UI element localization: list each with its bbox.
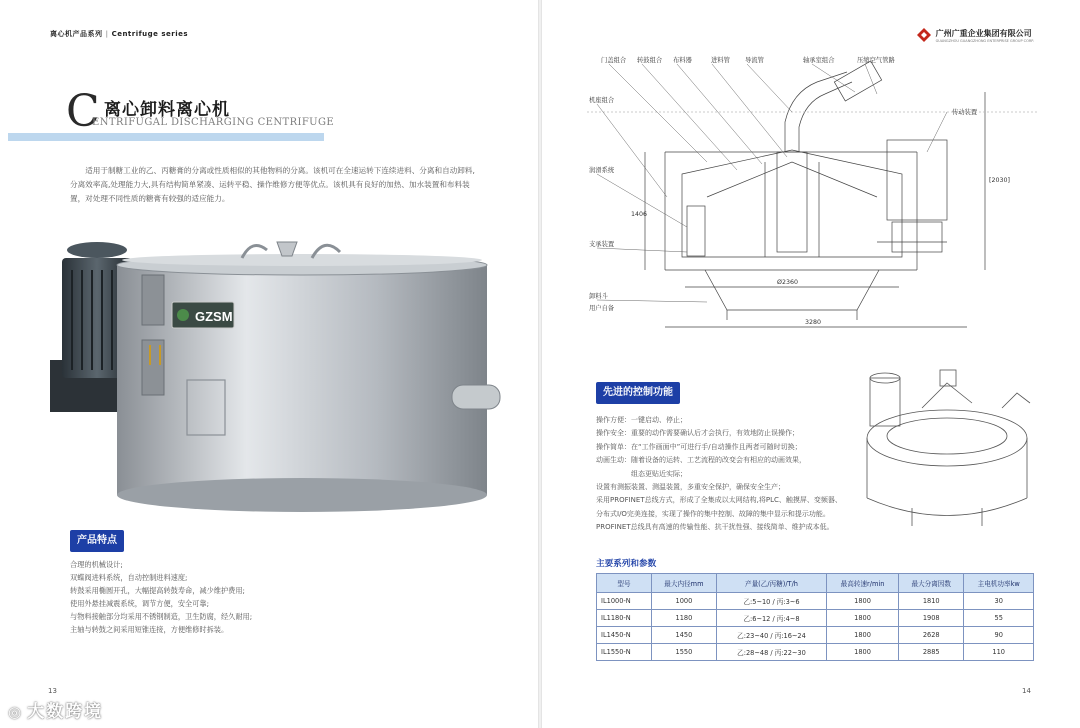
title-underline-bar [8, 133, 324, 141]
drawing-label: 进料管 [711, 57, 730, 64]
table-header: 产量(乙/丙糖)/T/h [716, 574, 826, 593]
series-separator: | [105, 30, 109, 38]
company-logo-icon [916, 27, 932, 43]
drawing-label: 卸料斗 [589, 293, 608, 300]
table-cell: 1550 [651, 644, 716, 661]
company-logo [916, 27, 1034, 43]
feature-item: 转鼓采用椭圆开孔，大幅提高转鼓寿命，减少维护费用; [70, 586, 245, 595]
table-cell: 乙:23~40 / 丙:16~24 [716, 627, 826, 644]
control-item: 组态更贴近实际； [596, 469, 687, 478]
drawing-label: 压缩空气管路 [857, 57, 895, 64]
technical-drawing [587, 52, 1037, 342]
company-name-cn: 广州广重企业集团有限公司 [935, 28, 1032, 38]
control-item: 动画生动：随着设备的运转、工艺流程的改变会有相应的动画效果， [596, 456, 806, 465]
page-title: 离心卸料离心机 [104, 100, 230, 120]
table-cell: IL1550-N [597, 644, 652, 661]
table-row [597, 644, 1034, 661]
feature-item: 与物料接触部分均采用不锈钢制造，卫生防腐，经久耐用; [70, 612, 253, 621]
control-title: 先进的控制功能 [596, 382, 680, 404]
left-page [0, 0, 538, 728]
dimension-label: Ø2360 [777, 279, 798, 286]
table-header: 主电机功率kw [964, 574, 1034, 593]
table-cell: 2885 [899, 644, 964, 661]
drum-bottom [117, 478, 487, 512]
drawing-label: 导流管 [745, 57, 764, 64]
table-cell: 1800 [827, 644, 899, 661]
control-item: 操作安全：重要的动作需要确认后才会执行，有效地防止误操作； [596, 429, 799, 438]
drawing-label: 润滑系统 [589, 167, 615, 174]
centrifuge-drum [117, 265, 487, 495]
table-cell: 1800 [827, 610, 899, 627]
drum-lid [122, 254, 482, 266]
dimension-label: 3280 [805, 319, 822, 326]
centrifuge-photo [32, 230, 510, 520]
watermark [8, 697, 103, 722]
watermark-logo-icon: ◎ [8, 703, 24, 721]
table-cell: 乙:28~48 / 丙:22~30 [716, 644, 826, 661]
drawing-label: 门盖组合 [601, 57, 627, 64]
control-item: PROFINET总线具有高速的传输性能、抗干扰性强、接线简单、维护成本低。 [596, 523, 834, 532]
series-en: Centrifuge series [111, 30, 189, 38]
motor-cap [67, 242, 127, 258]
table-cell: 乙:5~10 / 丙:3~6 [716, 593, 826, 610]
table-header: 最高转速r/min [827, 574, 899, 593]
params-title: 主要系列和参数 [596, 559, 657, 569]
control-item: 设置有测振装置、测温装置，多重安全保护，确保安全生产； [596, 483, 785, 492]
drawing-label: 支承装置 [589, 241, 615, 248]
control-item: 采用PROFINET总线方式，形成了全集成以太网结构,将PLC、触摸屏、变频器、 [596, 496, 842, 505]
feature-item: 合理的机械设计; [70, 560, 123, 569]
page-subtitle-en: ENTRIFUGAL DISCHARGING CENTRIFUGE [92, 117, 335, 128]
drawing-label: 轴承室组合 [803, 57, 835, 64]
table-row [597, 627, 1034, 644]
title-initial-letter: C [66, 86, 100, 137]
intro-text: 适用于制糖工业的乙、丙糖膏的分离或性质相似的其他物料的分离。该机可在全速运转下连续进料、分离和自动卸料,分离效率高,处理能力大,具有结构简单紧凑、运转平稳、操作维修方便等优点。该机具有良好的加热、加水装置和布料装置，对处理不同性质的糖膏有较强的适应能力。 [70, 166, 475, 203]
page-number-left: 13 [48, 687, 57, 695]
control-item: 分布式I/O完美连接，实现了操作的集中控制、故障的集中显示和提示功能。 [596, 509, 830, 518]
control-features-list [596, 414, 876, 535]
table-cell: 1800 [827, 627, 899, 644]
drawing-label: 布料器 [673, 57, 692, 64]
table-row [597, 610, 1034, 627]
control-item: 操作简单：在“工作画面中”可进行手/自动操作且两者可随时切换； [596, 442, 802, 451]
intro-paragraph [70, 164, 478, 206]
table-header: 型号 [597, 574, 652, 593]
table-cell: 55 [964, 610, 1034, 627]
table-header: 最大分离因数 [899, 574, 964, 593]
brand-logo-icon [177, 309, 189, 321]
table-cell: IL1000-N [597, 593, 652, 610]
table-cell: 1800 [827, 593, 899, 610]
isometric-drawing [852, 348, 1042, 526]
drawing-label: 转鼓组合 [637, 57, 663, 64]
brand-plate-text: GZSM [195, 309, 233, 324]
feature-item: 主轴与转鼓之间采用短锥连接，方便维修时拆装。 [70, 625, 229, 634]
params-table [596, 573, 1034, 661]
series-header [50, 29, 188, 39]
features-list [70, 558, 410, 636]
dimension-label: [2030] [989, 177, 1010, 184]
feature-item: 双蝶阀进料系统，自动控制进料速度; [70, 573, 188, 582]
page-number-right: 14 [1022, 687, 1031, 695]
watermark-text: 大数跨境 [27, 702, 104, 722]
drawing-label: 机座组合 [589, 97, 615, 104]
drawing-label: 用户自备 [589, 305, 615, 312]
table-cell: 1450 [651, 627, 716, 644]
series-cn: 离心机产品系列 [50, 30, 103, 38]
table-cell: 90 [964, 627, 1034, 644]
table-header-row [597, 574, 1034, 593]
table-row [597, 593, 1034, 610]
feed-hopper [277, 242, 297, 256]
features-title: 产品特点 [70, 530, 124, 552]
right-page [542, 0, 1080, 728]
table-cell: 1810 [899, 593, 964, 610]
table-cell: 110 [964, 644, 1034, 661]
table-cell: 乙:6~12 / 丙:4~8 [716, 610, 826, 627]
table-cell: 1180 [651, 610, 716, 627]
table-cell: IL1450-N [597, 627, 652, 644]
table-header: 最大内径mm [651, 574, 716, 593]
table-cell: 30 [964, 593, 1034, 610]
table-cell: 2628 [899, 627, 964, 644]
table-cell: 1908 [899, 610, 964, 627]
discharge-pipe [452, 385, 500, 409]
table-cell: IL1180-N [597, 610, 652, 627]
feature-item: 使用外悬挂减震系统，调节方便，安全可靠; [70, 599, 209, 608]
dimension-label: 1406 [631, 211, 648, 218]
table-cell: 1000 [651, 593, 716, 610]
control-item: 操作方便：一键启动、停止； [596, 416, 687, 424]
drawing-label: 传动装置 [952, 109, 978, 116]
company-name-en: GUANGZHOU GUANGZHONG ENTERPRISE GROUP CORP. [935, 38, 1034, 43]
